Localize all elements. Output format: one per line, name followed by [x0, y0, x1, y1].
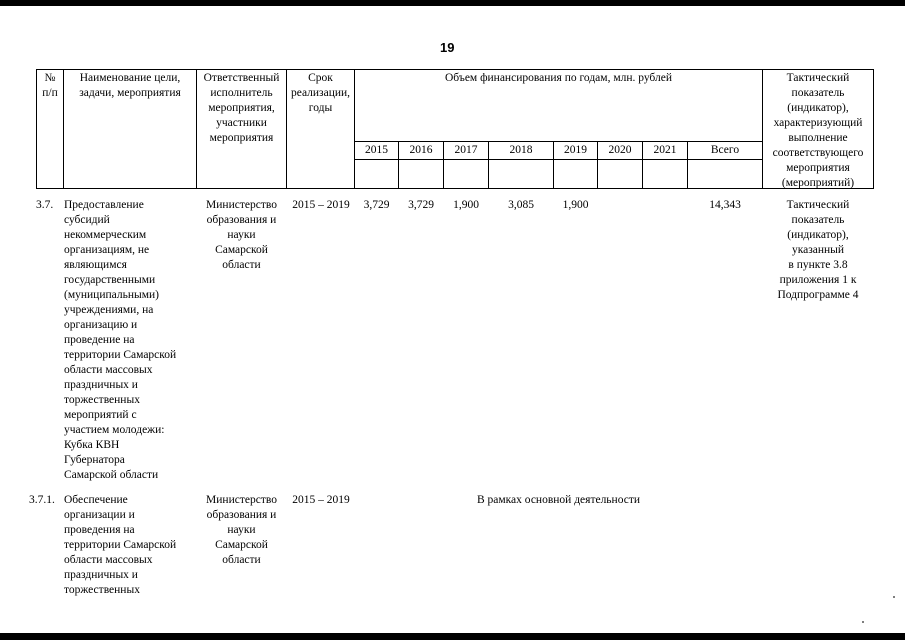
- header-year: 2019: [564, 144, 587, 156]
- row-note: В рамках основной деятельности: [476, 494, 641, 506]
- header-year: 2015: [365, 144, 388, 156]
- header-term: Срок реализации, годы: [290, 72, 351, 114]
- scan-speck: [893, 596, 895, 598]
- header-indicator: Тактический показатель (индикатор), характеризующий выполнение соответствующего мероприятия (мероприятий): [772, 72, 864, 189]
- col-line: [354, 69, 355, 189]
- row-term: 2015 – 2019: [292, 494, 350, 506]
- row-value: 3,729: [363, 199, 390, 211]
- row-executor: Министерство образования и науки Самарской области: [206, 494, 277, 566]
- header-total: Всего: [710, 144, 740, 156]
- row-indicator: Тактический показатель (индикатор), указанный в пункте 3.8 приложения 1 к Подпрограмме 4: [777, 199, 859, 301]
- header-year: 2017: [454, 144, 478, 156]
- row-number: 3.7.1.: [29, 494, 55, 506]
- header-year: 2021: [653, 144, 677, 156]
- row-executor: Министерство образования и науки Самарской области: [206, 199, 277, 271]
- years-bottom-line: [354, 159, 762, 160]
- scan-speck: [862, 621, 864, 623]
- header-funding: Объем финансирования по годам, млн. рублей: [445, 72, 672, 84]
- row-number: 3.7.: [36, 199, 54, 211]
- header-year: 2016: [409, 144, 433, 156]
- years-top-line: [354, 141, 762, 142]
- header-executor: Ответственный исполнитель мероприятия, участники мероприятия: [203, 72, 280, 144]
- row-value: 1,900: [453, 199, 479, 211]
- header-bottom-line: [36, 188, 873, 189]
- row-name: Обеспечение организации и проведения на территории Самарской области массовых праздничных и торжественных: [64, 494, 177, 596]
- header-year: 2018: [509, 144, 533, 156]
- header-name: Наименование цели, задачи, мероприятия: [79, 72, 181, 99]
- row-value: 3,729: [408, 199, 434, 211]
- top-scan-border: [0, 0, 905, 6]
- row-term: 2015 – 2019: [292, 199, 350, 211]
- header-num: № п/п: [42, 72, 58, 99]
- header-top-line: [36, 69, 873, 70]
- row-total: 14,343: [709, 199, 741, 211]
- bottom-scan-border: [0, 633, 905, 640]
- header-year: 2020: [608, 144, 632, 156]
- page-number: 19: [440, 40, 455, 55]
- col-line: [873, 69, 874, 189]
- row-name: Предоставление субсидий некоммерческим организациям, не являющимся государственными (муниципальными) учреждениями, на организацию и проведение на территории Самарской области массовых праздничных и торжественных мероприятий с участием молодежи: Кубка КВН Губернатора Самарской области: [64, 199, 177, 481]
- row-value: 1,900: [562, 199, 589, 211]
- row-value: 3,085: [508, 199, 534, 211]
